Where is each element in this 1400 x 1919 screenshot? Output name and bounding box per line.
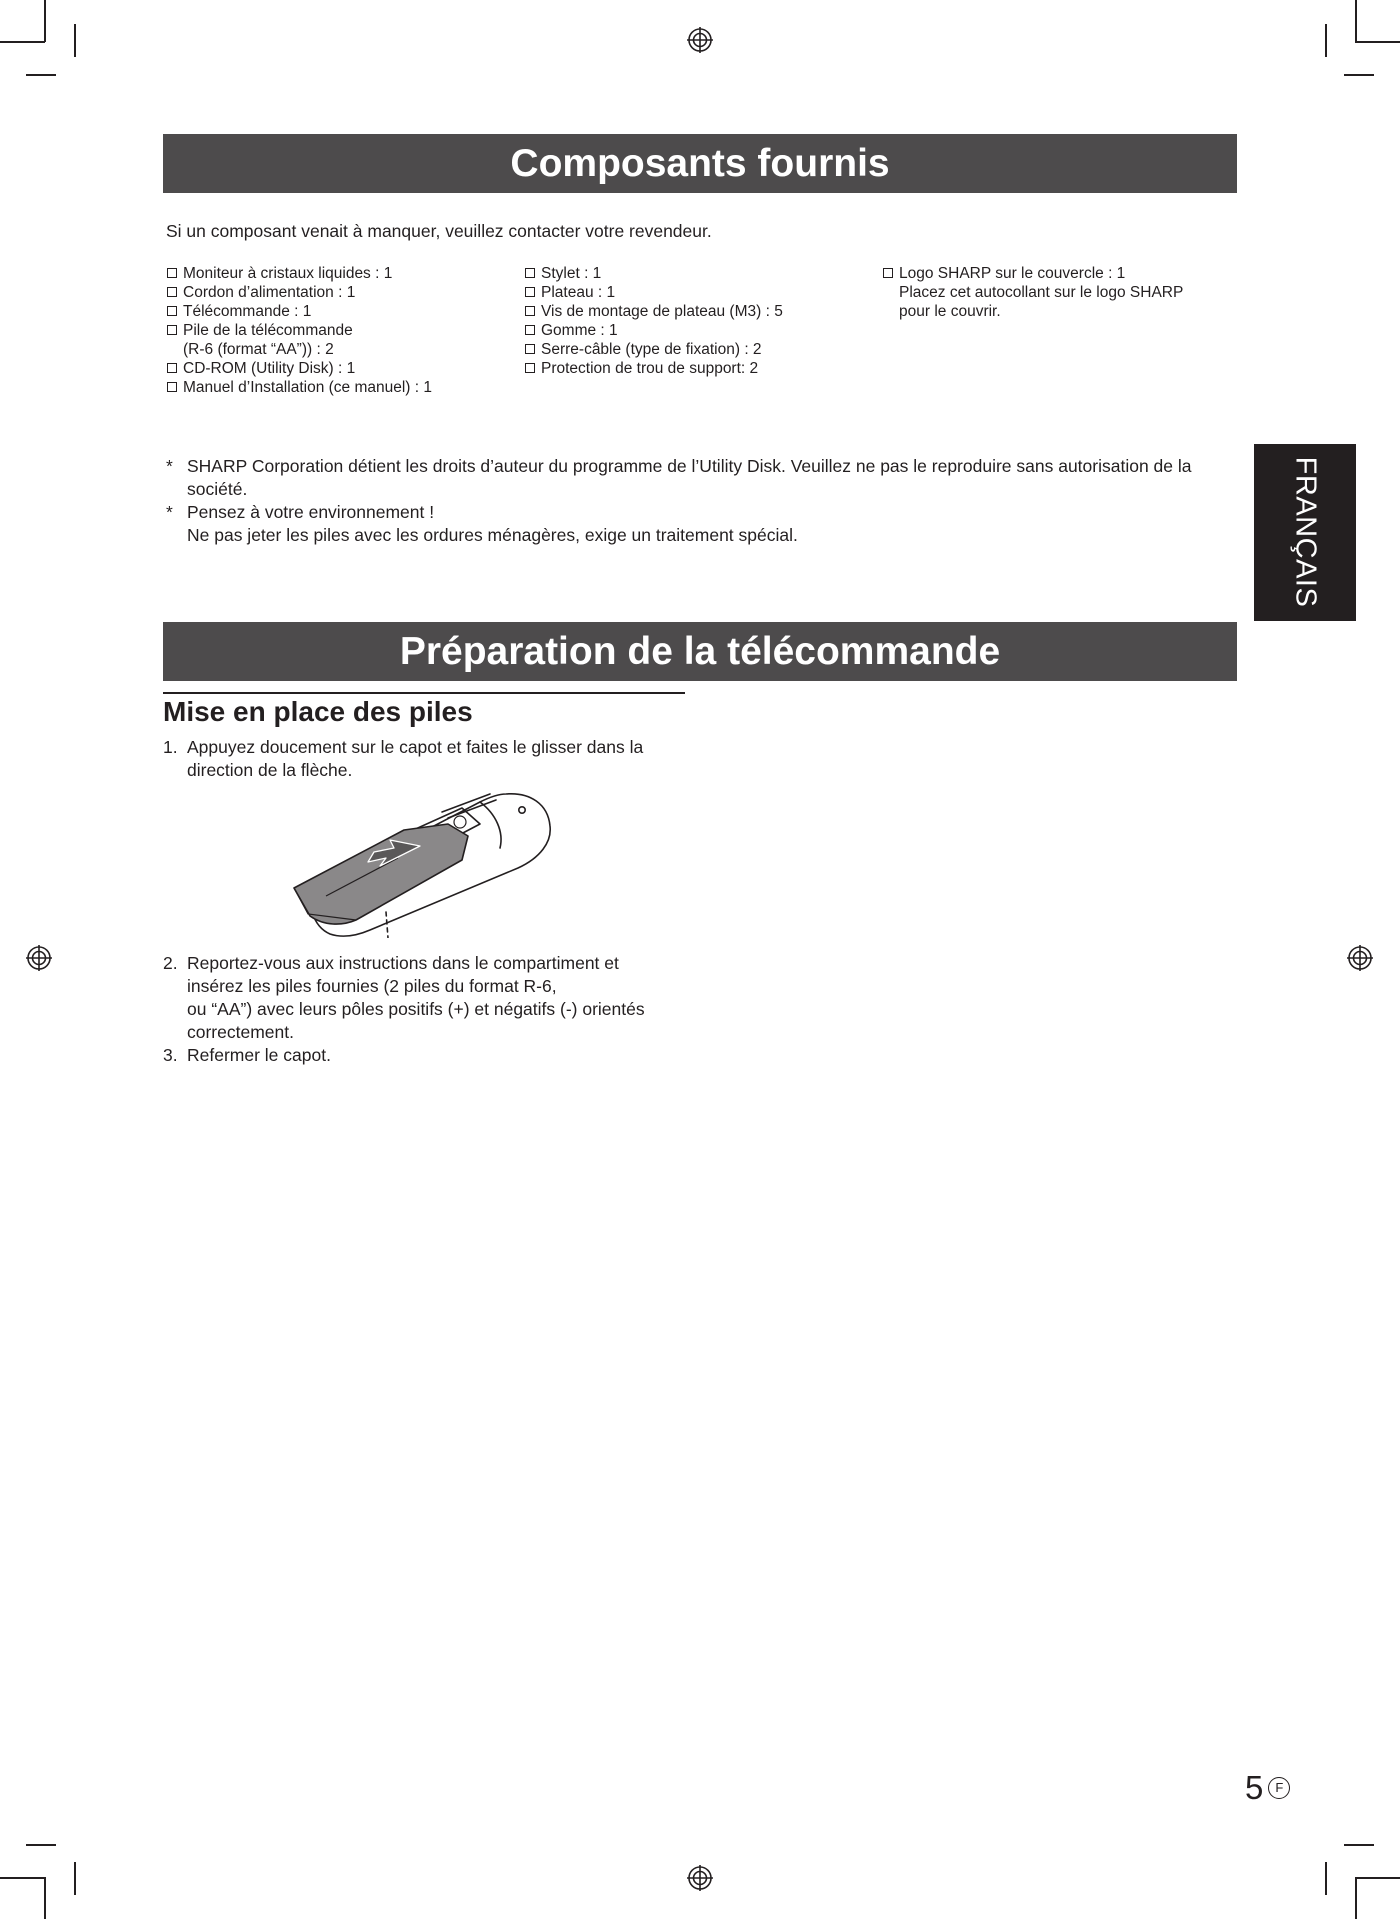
checkbox-icon [167, 287, 177, 297]
step-line: Reportez-vous aux instructions dans le compartiment et [187, 953, 619, 973]
component-item [166, 359, 432, 378]
component-item-text: Gomme : 1 [541, 322, 618, 339]
checkbox-icon [525, 344, 535, 354]
crop-mark [1355, 41, 1400, 43]
component-item-text: pour le couvrir. [899, 303, 1001, 320]
checkbox-icon [525, 287, 535, 297]
component-item-text: Manuel d’Installation (ce manuel) : 1 [183, 379, 432, 396]
crop-mark [26, 1844, 56, 1846]
language-tab [1254, 444, 1356, 621]
crop-mark [1355, 1877, 1400, 1879]
registration-mark-icon [26, 945, 52, 971]
note-item [166, 501, 1246, 547]
note-asterisk: * [166, 502, 173, 522]
checkbox-icon [167, 268, 177, 278]
components-column-1 [166, 264, 432, 397]
component-item [166, 283, 432, 302]
language-mark: F [1268, 1777, 1290, 1799]
page-number-value: 5 [1245, 1769, 1264, 1806]
component-item-text: Placez cet autocollant sur le logo SHARP [899, 284, 1184, 301]
registration-mark-icon [687, 1865, 713, 1891]
crop-mark [1325, 1862, 1327, 1895]
component-item-text: CD-ROM (Utility Disk) : 1 [183, 360, 356, 377]
crop-mark [0, 1877, 45, 1879]
component-item [524, 340, 783, 359]
component-item [524, 359, 783, 378]
checkbox-icon [167, 382, 177, 392]
step-line: direction de la flèche. [187, 760, 353, 780]
note-text: Pensez à votre environnement ! [187, 502, 435, 522]
step-line: insérez les piles fournies (2 piles du format R-6, [187, 976, 557, 996]
step-line: Appuyez doucement sur le capot et faites le glisser dans la [187, 737, 644, 757]
crop-mark [1344, 1844, 1374, 1846]
registration-mark-icon [1347, 945, 1373, 971]
crop-mark [74, 1862, 76, 1895]
registration-mark-icon [687, 27, 713, 53]
page-number [1245, 1768, 1290, 1808]
note-item [166, 455, 1246, 501]
component-item [166, 378, 432, 397]
crop-mark [1344, 74, 1374, 76]
step-1 [163, 736, 703, 782]
note-text: SHARP Corporation détient les droits d’auteur du programme de l’Utility Disk. Veuillez ne pas le reproduire sans autorisation de la société. [187, 456, 1192, 499]
step-line: ou “AA”) avec leurs pôles positifs (+) et négatifs (-) orientés [187, 999, 645, 1019]
step-number: 2. [163, 953, 178, 973]
component-item [524, 283, 783, 302]
checkbox-icon [167, 363, 177, 373]
checkbox-icon [883, 268, 893, 278]
checkbox-icon [167, 325, 177, 335]
components-column-3 [882, 264, 1183, 321]
component-item-text: Moniteur à cristaux liquides : 1 [183, 265, 393, 282]
language-tab-label: FRANÇAIS [1289, 456, 1322, 608]
component-item-text: Télécommande : 1 [183, 303, 312, 320]
intro-text: Si un composant venait à manquer, veuillez contacter votre revendeur. [166, 221, 712, 241]
note-text: Ne pas jeter les piles avec les ordures ménagères, exige un traitement spécial. [187, 525, 798, 545]
checkbox-icon [525, 363, 535, 373]
crop-mark [74, 24, 76, 57]
checkbox-icon [525, 268, 535, 278]
component-item [524, 302, 783, 321]
component-item-text: Serre-câble (type de fixation) : 2 [541, 341, 762, 358]
component-item-text: Logo SHARP sur le couvercle : 1 [899, 265, 1126, 282]
crop-mark [1325, 24, 1327, 57]
component-item-text: Protection de trou de support: 2 [541, 360, 759, 377]
components-column-2 [524, 264, 783, 378]
step-3 [163, 1044, 703, 1067]
component-item-text: Vis de montage de plateau (M3) : 5 [541, 303, 783, 320]
section-title-components: Composants fournis [163, 134, 1237, 193]
battery-heading: Mise en place des piles [163, 692, 685, 728]
remote-battery-illustration [290, 784, 560, 938]
checkbox-icon [525, 306, 535, 316]
component-item [166, 321, 432, 359]
step-line: Refermer le capot. [187, 1045, 331, 1065]
crop-mark [0, 41, 45, 43]
crop-mark [44, 0, 46, 42]
section-title-remote: Préparation de la télécommande [163, 622, 1237, 681]
component-item [524, 321, 783, 340]
component-item-text: Plateau : 1 [541, 284, 616, 301]
crop-mark [1355, 0, 1357, 42]
step-2-3 [163, 952, 703, 1067]
checkbox-icon [525, 325, 535, 335]
step-number: 1. [163, 737, 178, 757]
component-item-text: Pile de la télécommande [183, 322, 353, 339]
notes [166, 455, 1246, 547]
component-item [166, 264, 432, 283]
component-item [524, 264, 783, 283]
component-item-text: (R-6 (format “AA”)) : 2 [183, 341, 334, 358]
component-item-text: Cordon d’alimentation : 1 [183, 284, 356, 301]
step-2 [163, 952, 703, 1044]
crop-mark [44, 1877, 46, 1919]
crop-mark [1355, 1877, 1357, 1919]
component-item-text: Stylet : 1 [541, 265, 602, 282]
checkbox-icon [167, 306, 177, 316]
crop-mark [26, 74, 56, 76]
component-item [166, 302, 432, 321]
component-item [882, 264, 1183, 321]
step-line: correctement. [187, 1022, 294, 1042]
note-asterisk: * [166, 456, 173, 476]
step-number: 3. [163, 1045, 178, 1065]
